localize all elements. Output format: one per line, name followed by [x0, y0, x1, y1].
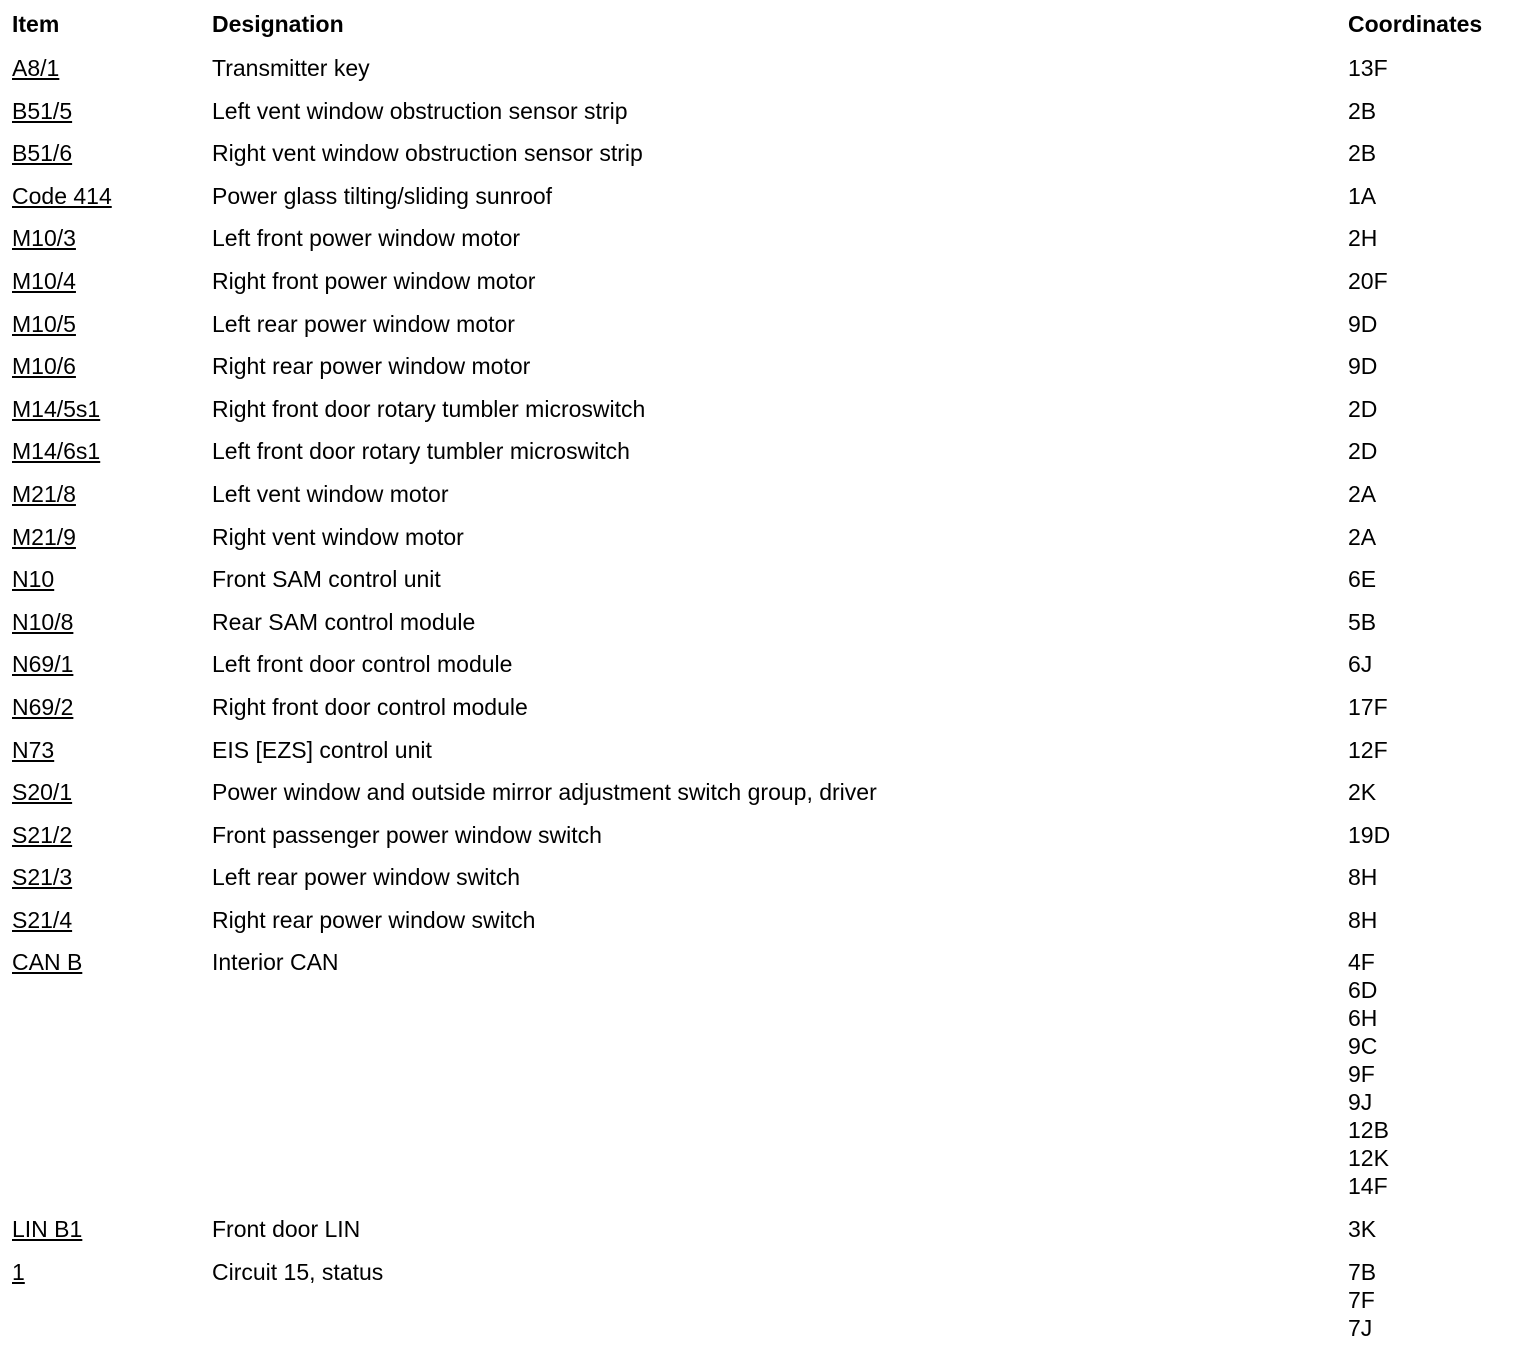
table-row [0, 812, 1520, 855]
item-link[interactable]: B51/6 [12, 140, 73, 167]
table-row [0, 386, 1520, 429]
designation-text: Power glass tilting/sliding sunroof [212, 182, 553, 209]
table-row [0, 258, 1520, 301]
item-link[interactable]: N69/1 [12, 651, 74, 678]
coordinate-value: 13F [1348, 55, 1388, 81]
table-row [0, 769, 1520, 812]
table-row [0, 471, 1520, 514]
designation-text: Circuit 15, status [212, 1259, 384, 1286]
item-link[interactable]: S21/2 [12, 821, 73, 848]
item-link[interactable]: M10/3 [12, 225, 76, 252]
coordinates-list [1348, 821, 1390, 849]
designation-text: Left rear power window switch [212, 864, 521, 891]
designation-text: Transmitter key [212, 55, 370, 81]
item-link[interactable]: S21/3 [12, 864, 73, 891]
item-link[interactable]: S21/4 [12, 906, 73, 933]
coordinates-list [1348, 523, 1376, 551]
coordinate-value: 2A [1348, 523, 1377, 550]
item-link[interactable]: M21/8 [12, 480, 76, 507]
item-link[interactable]: M21/9 [12, 523, 76, 550]
item-link[interactable]: M14/5s1 [12, 395, 101, 422]
table-row [0, 727, 1520, 770]
coordinate-value: 2D [1348, 395, 1378, 422]
table-row [0, 939, 1520, 1206]
designation-text: Front passenger power window switch [212, 821, 602, 848]
coordinates-list [1348, 310, 1377, 338]
item-link[interactable]: S20/1 [12, 779, 73, 806]
coordinates-list [1348, 1215, 1376, 1243]
item-link[interactable]: N10 [12, 566, 55, 593]
table-row [0, 88, 1520, 131]
designation-text: Right front door rotary tumbler microswitch [212, 395, 646, 422]
item-link[interactable]: N73 [12, 736, 55, 763]
coordinate-value: 9F [1348, 1061, 1375, 1088]
coordinate-value: 12F [1348, 736, 1388, 763]
coordinate-value: 6H [1348, 1005, 1378, 1032]
coordinate-value: 2D [1348, 438, 1378, 465]
designation-text: Left front door control module [212, 651, 513, 678]
table-row [0, 428, 1520, 471]
coordinate-value: 6E [1348, 566, 1377, 593]
coordinates-list [1348, 650, 1372, 678]
coordinate-value: 3K [1348, 1216, 1377, 1243]
item-link[interactable]: M10/5 [12, 310, 76, 337]
item-link[interactable]: LIN B1 [12, 1216, 83, 1243]
coordinate-value: 12K [1348, 1145, 1389, 1172]
coordinate-value: 2A [1348, 480, 1377, 507]
designation-text: Left front door rotary tumbler microswitch [212, 438, 630, 465]
item-link[interactable]: M14/6s1 [12, 438, 101, 465]
table-row [0, 684, 1520, 727]
header-item: Item [12, 11, 60, 37]
coordinates-list [1348, 608, 1376, 636]
coordinates-list [1348, 395, 1377, 423]
table-row [0, 1249, 1520, 1348]
table-row [0, 599, 1520, 642]
coordinates-list [1348, 948, 1389, 1200]
coordinates-list [1348, 224, 1377, 252]
coordinate-value: 9J [1348, 1089, 1373, 1116]
coordinates-list [1348, 139, 1376, 167]
designation-text: Right front door control module [212, 693, 528, 720]
table-row [0, 301, 1520, 344]
coordinate-value: 20F [1348, 267, 1388, 294]
coordinates-list [1348, 693, 1388, 721]
table-row [0, 215, 1520, 258]
coordinate-value: 7J [1348, 1315, 1373, 1342]
coordinate-value: 8H [1348, 906, 1378, 933]
coordinates-list [1348, 480, 1376, 508]
table-row [0, 1206, 1520, 1249]
item-link[interactable]: CAN B [12, 949, 83, 976]
table-row [0, 130, 1520, 173]
coordinate-value: 6D [1348, 977, 1378, 1004]
coordinate-value: 6J [1348, 651, 1373, 678]
coordinate-value: 2B [1348, 97, 1377, 124]
item-link[interactable]: 1 [12, 1259, 25, 1286]
table-row [0, 897, 1520, 940]
designation-text: Right vent window motor [212, 523, 464, 550]
coordinates-list [1348, 437, 1377, 465]
designation-text: EIS [EZS] control unit [212, 736, 432, 763]
coordinates-list [1348, 54, 1388, 82]
item-link[interactable]: N10/8 [12, 608, 74, 635]
coordinate-value: 7B [1348, 1259, 1377, 1286]
designation-text: Power window and outside mirror adjustment switch group, driver [212, 779, 877, 806]
coordinates-list [1348, 1258, 1376, 1342]
designation-text: Interior CAN [212, 949, 339, 976]
item-link[interactable]: A8/1 [12, 55, 60, 81]
item-link[interactable]: N69/2 [12, 693, 74, 720]
coordinates-list [1348, 565, 1376, 593]
designation-text: Rear SAM control module [212, 608, 476, 635]
designation-text: Left vent window motor [212, 480, 449, 507]
coordinate-value: 2K [1348, 779, 1377, 806]
item-link[interactable]: M10/4 [12, 267, 76, 294]
designation-text: Front SAM control unit [212, 566, 441, 593]
header-designation: Designation [212, 11, 344, 37]
coordinate-value: 9C [1348, 1033, 1378, 1060]
coordinates-list [1348, 906, 1377, 934]
designation-text: Right vent window obstruction sensor strip [212, 140, 643, 167]
coordinate-value: 2H [1348, 225, 1378, 252]
coordinate-value: 2B [1348, 140, 1377, 167]
coordinate-value: 9D [1348, 310, 1378, 337]
coordinate-value: 8H [1348, 864, 1378, 891]
coordinates-list [1348, 267, 1388, 295]
item-link[interactable]: M10/6 [12, 353, 76, 380]
coordinates-list [1348, 863, 1377, 891]
designation-text: Left front power window motor [212, 225, 521, 252]
coordinate-value: 9D [1348, 353, 1378, 380]
table-row [0, 514, 1520, 557]
coordinate-value: 12B [1348, 1117, 1389, 1144]
designation-text: Left vent window obstruction sensor strip [212, 97, 628, 124]
coordinate-value: 1A [1348, 182, 1377, 209]
coordinate-value: 19D [1348, 821, 1391, 848]
designation-text: Right front power window motor [212, 267, 536, 294]
coordinates-list [1348, 778, 1376, 806]
coordinates-list [1348, 736, 1388, 764]
coordinate-value: 5B [1348, 608, 1377, 635]
table-row [0, 173, 1520, 216]
coordinate-value: 4F [1348, 949, 1375, 976]
table-body [0, 45, 1520, 1348]
coordinate-value: 14F [1348, 1173, 1388, 1200]
item-link[interactable]: Code 414 [12, 182, 112, 209]
coordinate-value: 7F [1348, 1287, 1375, 1314]
coordinates-list [1348, 97, 1376, 125]
designation-text: Front door LIN [212, 1216, 361, 1243]
header-coordinates: Coordinates [1348, 11, 1483, 37]
table-row [0, 641, 1520, 684]
coordinates-list [1348, 182, 1376, 210]
coordinates-list [1348, 352, 1377, 380]
coordinate-value: 17F [1348, 693, 1388, 720]
table-header [0, 0, 1520, 45]
table-row [0, 556, 1520, 599]
table-row [0, 854, 1520, 897]
table-row [0, 343, 1520, 386]
designation-text: Left rear power window motor [212, 310, 515, 337]
table-row [0, 45, 1520, 88]
designation-text: Right rear power window switch [212, 906, 536, 933]
designation-text: Right rear power window motor [212, 353, 531, 380]
item-link[interactable]: B51/5 [12, 97, 73, 124]
